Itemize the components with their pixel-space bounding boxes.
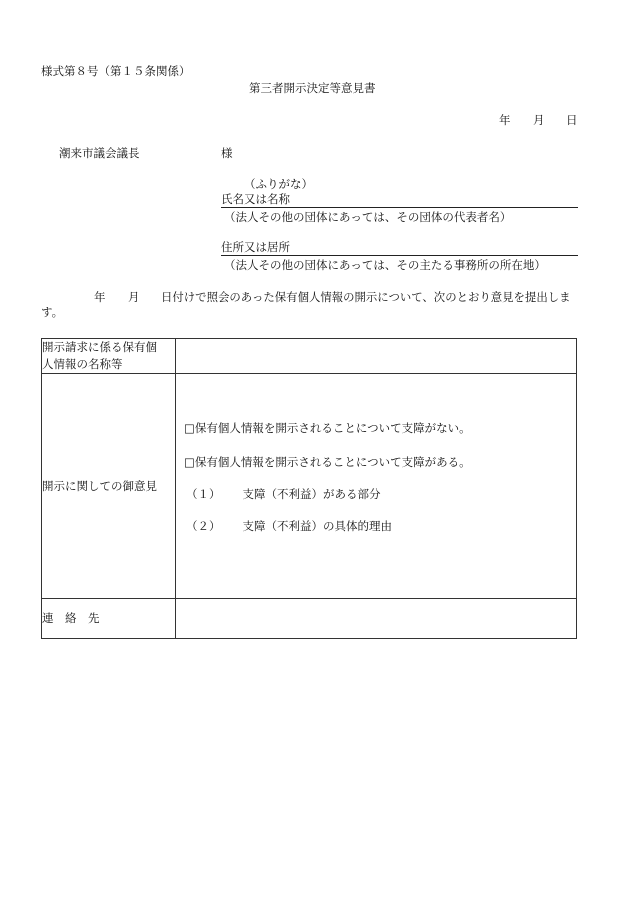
address-label: 住所又は居所 xyxy=(221,240,290,254)
body-text-line2: す。 xyxy=(41,305,64,319)
info-name-input-cell[interactable] xyxy=(176,339,577,374)
option-no-issue-checkbox[interactable]: □保有個人情報を開示されることについて支障がない。 xyxy=(184,421,471,435)
body-text-line1: 日付けで照会のあった保有個人情報の開示について、次のとおり意見を提出しま xyxy=(161,290,571,304)
table-row xyxy=(42,374,577,599)
info-name-label-line1: 開示請求に係る保有個 xyxy=(42,340,157,354)
name-field[interactable] xyxy=(221,194,578,208)
opinion-label-cell xyxy=(42,374,176,599)
document-title: 第三者開示決定等意見書 xyxy=(249,81,376,95)
form-number: 様式第８号（第１５条関係） xyxy=(41,64,191,78)
name-note: （法人その他の団体にあっては、その団体の代表者名） xyxy=(224,210,512,224)
item1-text: 支障（不利益）がある部分 xyxy=(242,487,381,501)
body-month-label: 月 xyxy=(128,290,140,304)
item2-text: 支障（不利益）の具体的理由 xyxy=(242,519,392,533)
opinion-label: 開示に関しての御意見 xyxy=(42,478,157,493)
contact-label: 連 絡 先 xyxy=(42,611,100,625)
address-field[interactable] xyxy=(221,242,578,256)
info-name-label-line2: 人情報の名称等 xyxy=(42,357,123,371)
item2 xyxy=(186,521,392,533)
option-issue-checkbox[interactable]: □保有個人情報を開示されることについて支障がある。 xyxy=(184,455,471,469)
address-note: （法人その他の団体にあっては、その主たる事務所の所在地） xyxy=(224,258,546,272)
name-label: 氏名又は名称 xyxy=(221,192,290,206)
table-row xyxy=(42,599,577,639)
item1-number: （１） xyxy=(186,487,221,501)
contact-input-cell[interactable] xyxy=(176,599,577,639)
date-year-label: 年 xyxy=(499,113,511,127)
addressee-honorific: 様 xyxy=(221,146,233,160)
addressee-name: 潮来市議会議長 xyxy=(59,146,140,160)
opinion-table xyxy=(41,338,577,639)
info-name-label-cell xyxy=(42,339,176,374)
date-month-label: 月 xyxy=(533,113,545,127)
item1 xyxy=(186,489,381,501)
body-year-label: 年 xyxy=(94,290,106,304)
contact-label-cell xyxy=(42,599,176,639)
furigana-label: （ふりがな） xyxy=(244,177,313,191)
opinion-content-cell[interactable] xyxy=(176,374,577,599)
table-row xyxy=(42,339,577,374)
date-day-label: 日 xyxy=(566,113,578,127)
item2-number: （２） xyxy=(186,519,221,533)
